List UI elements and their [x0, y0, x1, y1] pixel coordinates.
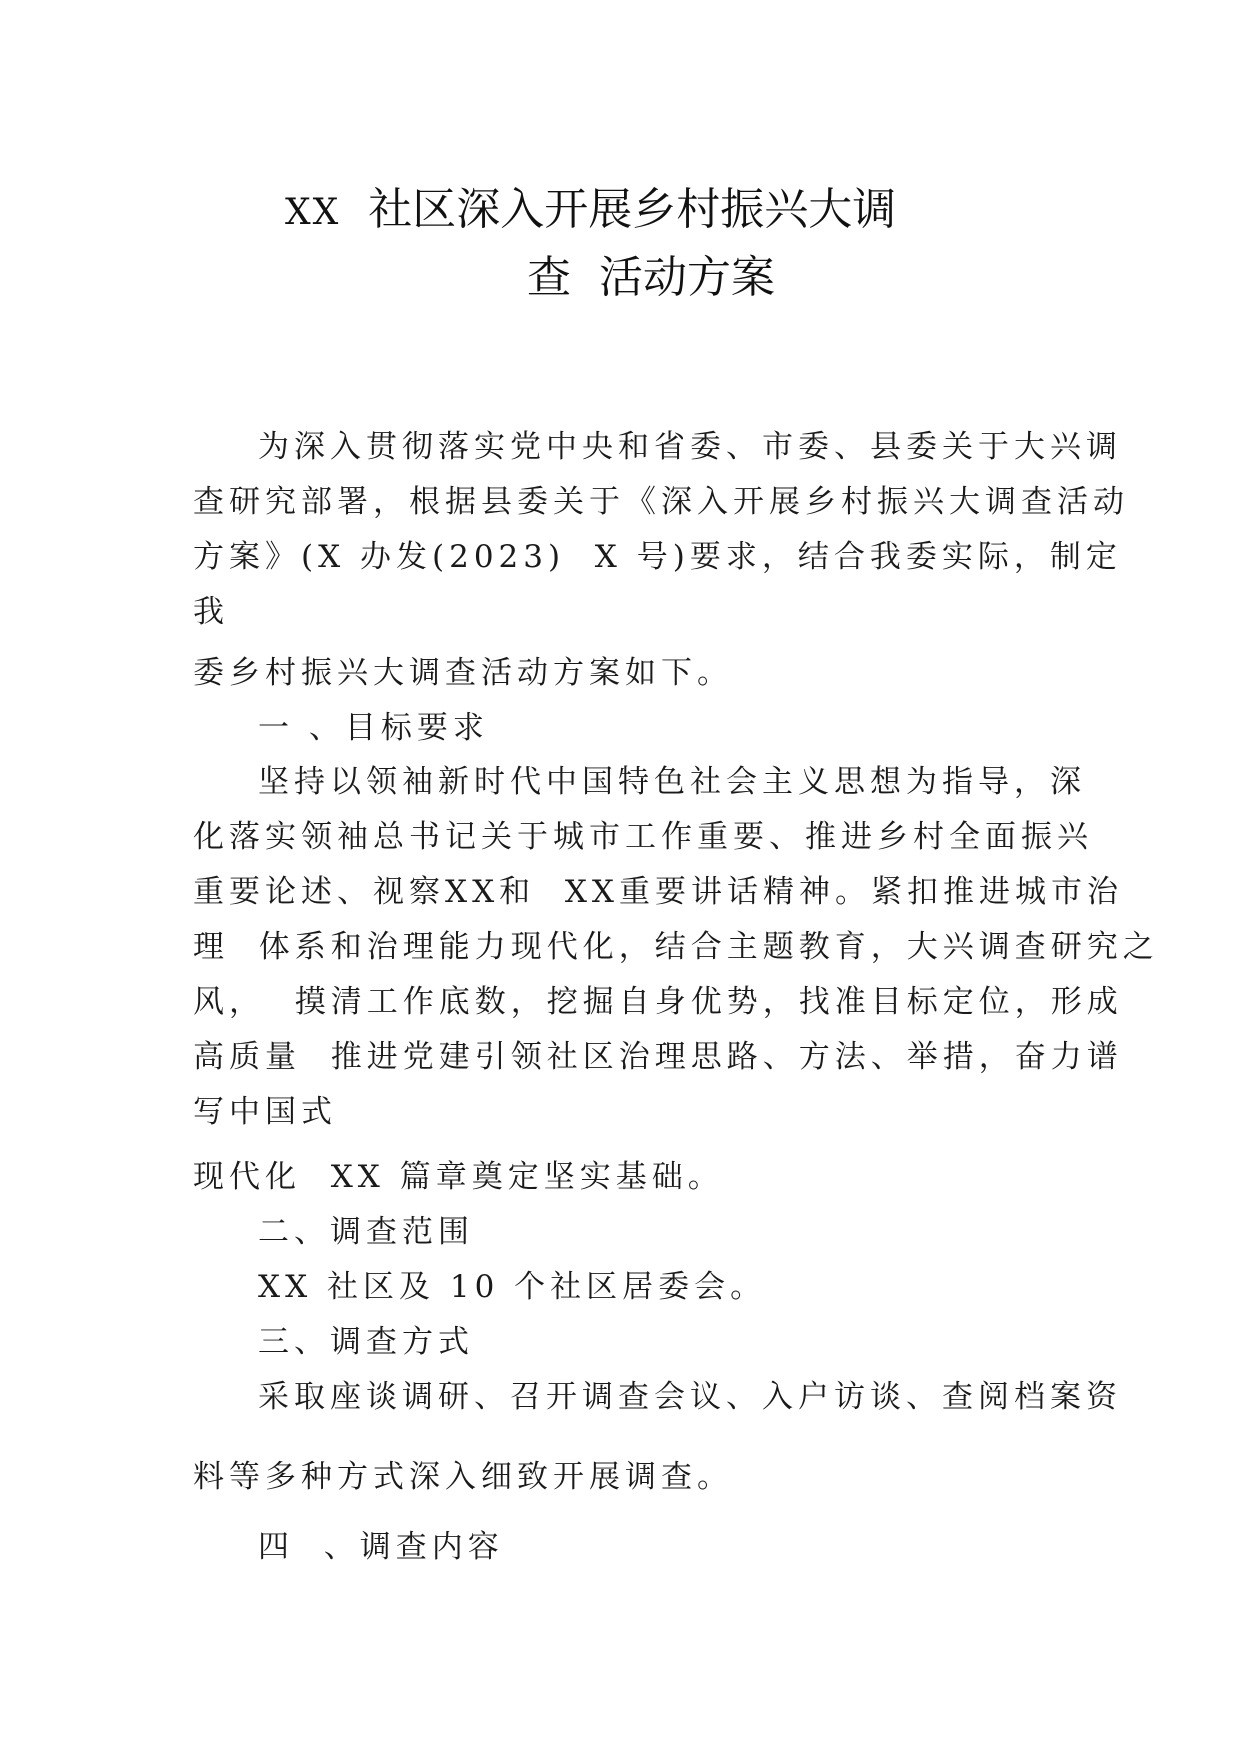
document-title-line-1 [0, 180, 1240, 243]
document-title-line-2: 查 活动方案 [527, 252, 775, 303]
title-prefix: XX [285, 192, 341, 233]
paragraph-1-line-4: 我 [193, 594, 229, 630]
section-heading-1: 一 、目标要求 [258, 710, 489, 746]
paragraph-2-line-5: 风， 摸清工作底数，挖掘自身优势，找准目标定位，形成 [193, 984, 1123, 1020]
paragraph-1-line-3: 方案》(X 办发(2023) X 号)要求，结合我委实际，制定 [193, 539, 1122, 575]
title-text: 社区深入开展乡村振兴大调 [340, 184, 897, 235]
paragraph-4-line-2: 料等多种方式深入细致开展调查。 [193, 1459, 733, 1495]
paragraph-2-line-1: 坚持以领袖新时代中国特色社会主义思想为指导，深 [258, 764, 1086, 800]
paragraph-4-line-1: 采取座谈调研、召开调查会议、入户访谈、查阅档案资 [258, 1379, 1122, 1415]
paragraph-2-line-2: 化落实领袖总书记关于城市工作重要、推进乡村全面振兴 [193, 819, 1093, 855]
section-heading-3: 三、调查方式 [258, 1324, 474, 1360]
paragraph-2-line-7: 写中国式 [193, 1094, 337, 1130]
paragraph-1-line-2: 查研究部署，根据县委关于《深入开展乡村振兴大调查活动 [193, 484, 1129, 520]
section-heading-4: 四 、调查内容 [258, 1529, 504, 1565]
paragraph-2-line-8: 现代化 XX 篇章奠定坚实基础。 [193, 1159, 724, 1195]
paragraph-2-line-3: 重要论述、视察XX和 XX重要讲话精神。紧扣推进城市治 [193, 874, 1123, 910]
paragraph-1-line-1: 为深入贯彻落实党中央和省委、市委、县委关于大兴调 [258, 429, 1122, 465]
paragraph-2-line-4: 理 体系和治理能力现代化，结合主题教育，大兴调查研究之 [193, 929, 1159, 965]
paragraph-3: XX 社区及 10 个社区居委会。 [258, 1269, 767, 1305]
section-heading-2: 二、调查范围 [258, 1214, 474, 1250]
paragraph-1-line-5: 委乡村振兴大调查活动方案如下。 [193, 655, 733, 691]
paragraph-2-line-6: 高质量 推进党建引领社区治理思路、方法、举措，奋力谱 [193, 1039, 1123, 1075]
